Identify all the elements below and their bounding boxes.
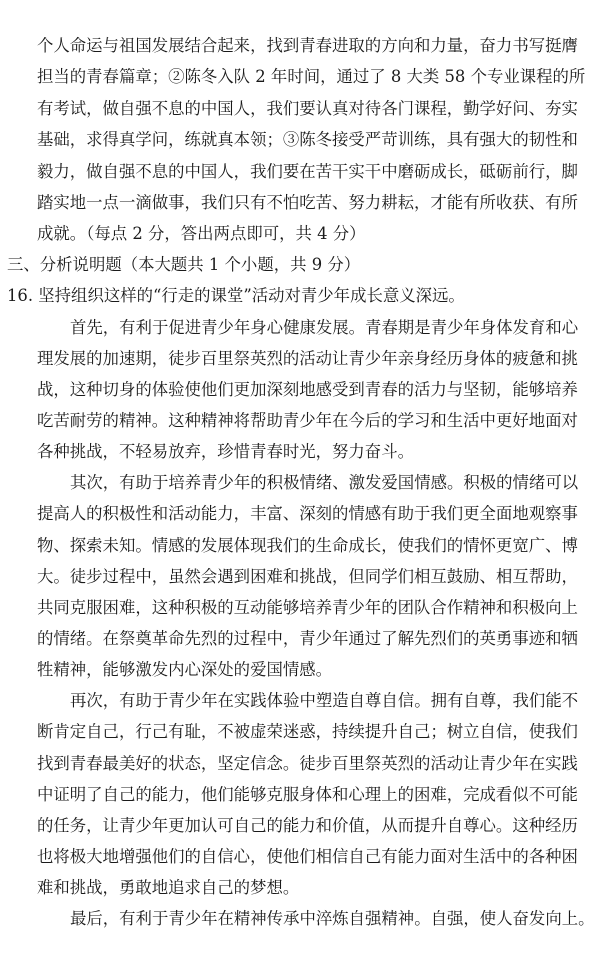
text-line: 牲精神，能够激发内心深处的爱国情感。 xyxy=(37,660,333,679)
text-line: 毅力，做自强不息的中国人，我们要在苦干实干中磨砺成长，砥砺前行，脚 xyxy=(37,162,578,181)
text-line: 提高人的积极性和活动能力，丰富、深刻的情感有助于我们更全面地观察事 xyxy=(37,504,578,523)
text-line: 找到青春最美好的状态，坚定信念。徒步百里祭英烈的活动让青少年在实践 xyxy=(37,754,578,773)
text-line: 断肯定自己，行己有耻，不被虚荣迷惑，持续提升自己；树立自信，使我们 xyxy=(37,722,578,741)
text-line: 有考试，做自强不息的中国人，我们要认真对待各门课程，勤学好问、夯实 xyxy=(37,99,578,118)
paragraph-start: 其次，有助于培养青少年的积极情绪、激发爱国情感。积极的情绪可以 xyxy=(70,473,579,492)
question-heading: 16. 坚持组织这样的“行走的课堂”活动对青少年成长意义深远。 xyxy=(7,286,465,305)
text-line: 大。徒步过程中，虽然会遇到困难和挑战，但同学们相互鼓励、相互帮助， xyxy=(37,567,578,586)
text-line: 个人命运与祖国发展结合起来，找到青春进取的方向和力量，奋力书写挺膺 xyxy=(37,36,578,55)
text-line: 各种挑战，不轻易放弃，珍惜青春时光，努力奋斗。 xyxy=(37,442,414,461)
text-line: 基础，求得真学问，练就真本领；③陈冬接受严苛训练，具有强大的韧性和 xyxy=(37,130,578,149)
text-line: 的情绪。在祭奠革命先烈的过程中，青少年通过了解先烈们的英勇事迹和牺 xyxy=(37,629,578,648)
text-line: 也将极大地增强他们的自信心，使他们相信自己有能力面对生活中的各种困 xyxy=(37,847,578,866)
text-line: 担当的青春篇章；②陈冬入队 2 年时间，通过了 8 大类 58 个专业课程的所 xyxy=(37,67,586,86)
paragraph-start: 最后，有利于青少年在精神传承中淬炼自强精神。自强，使人奋发向上。 xyxy=(70,909,595,928)
text-line: 物、探索未知。情感的发展体现我们的生命成长，使我们的情怀更宽广、博 xyxy=(37,536,578,555)
text-line: 理发展的加速期，徒步百里祭英烈的活动让青少年亲身经历身体的疲惫和挑 xyxy=(37,349,578,368)
text-line: 成就。（每点 2 分，答出两点即可，共 4 分） xyxy=(37,224,366,243)
text-line: 共同克服困难，这种积极的互动能够培养青少年的团队合作精神和积极向上 xyxy=(37,598,578,617)
text-line: 踏实地一点一滴做事，我们只有不怕吃苦、努力耕耘，才能有所收获、有所 xyxy=(37,193,578,212)
text-line: 战，这种切身的体验使他们更加深刻地感受到青春的活力与坚韧，能够培养 xyxy=(37,380,578,399)
text-line: 的任务，让青少年更加认可自己的能力和价值，从而提升自尊心。这种经历 xyxy=(37,816,578,835)
paragraph-start: 首先，有利于促进青少年身心健康发展。青春期是青少年身体发育和心 xyxy=(70,318,579,337)
text-line: 难和挑战，勇敢地追求自己的梦想。 xyxy=(37,878,300,897)
text-line: 吃苦耐劳的精神。这种精神将帮助青少年在今后的学习和生活中更好地面对 xyxy=(37,411,578,430)
paragraph-start: 再次，有助于青少年在实践体验中塑造自尊自信。拥有自尊，我们能不 xyxy=(70,691,579,710)
section-heading: 三、分析说明题（本大题共 1 个小题，共 9 分） xyxy=(7,255,361,274)
text-line: 中证明了自己的能力，他们能够克服身体和心理上的困难，完成看似不可能 xyxy=(37,785,578,804)
